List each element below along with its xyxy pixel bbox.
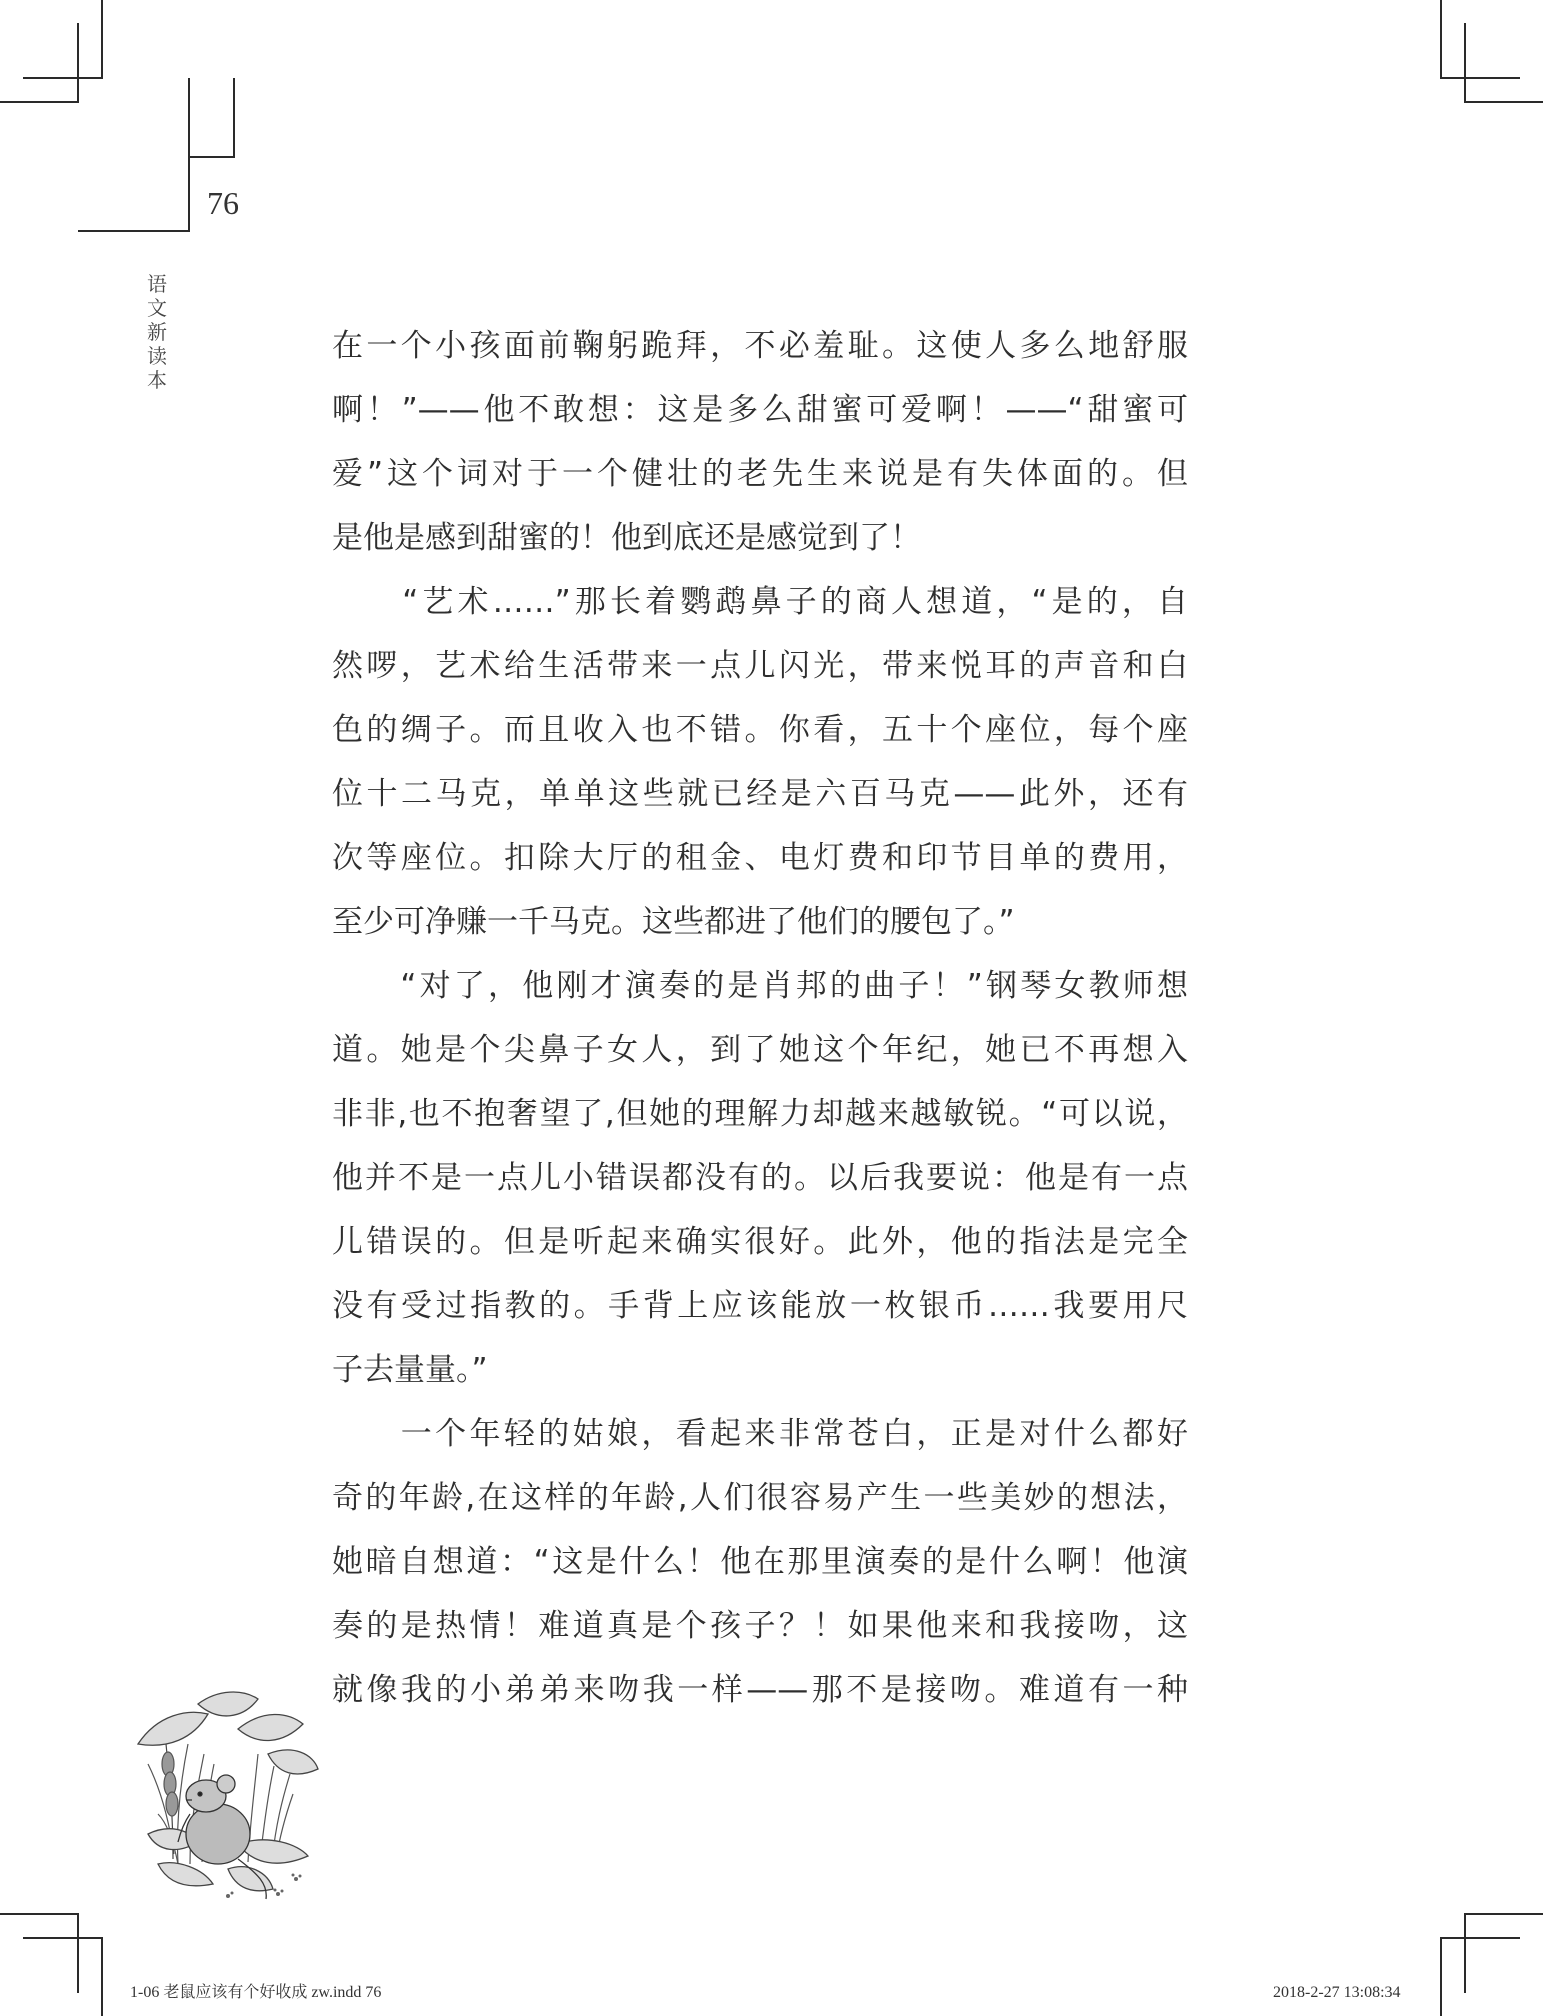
text-line: 一个年轻的姑娘，看起来非常苍白，正是对什么都好 [332,1416,1188,1452]
text-line: 她暗自想道：“这是什么！他在那里演奏的是什么啊！他演 [332,1544,1188,1580]
frame-line [188,78,190,232]
crop-line [1440,0,1442,79]
crop-line [1464,101,1543,103]
crop-line [1440,77,1520,79]
footer-timestamp: 2018-2-27 13:08:34 [1273,1984,1401,2001]
crop-line [1464,1913,1543,1915]
text-line: 在一个小孩面前鞠躬跪拜，不必羞耻。这使人多么地舒服 [332,328,1188,364]
crop-line [77,23,79,103]
text-line: 非非,也不抱奢望了,但她的理解力却越来越敏锐。“可以说， [332,1096,1188,1132]
text-line: 色的绸子。而且收入也不错。你看，五十个座位，每个座 [332,712,1188,748]
running-head: 语文新读本 [147,272,167,392]
crop-line [1440,1937,1520,1939]
text-line: 儿错误的。但是听起来确实很好。此外，他的指法是完全 [332,1224,1188,1260]
text-line: 位十二马克，单单这些就已经是六百马克——此外，还有 [332,776,1188,812]
text-line: 奏的是热情！难道真是个孩子？！如果他来和我接吻，这 [332,1608,1188,1644]
frame-line [78,230,190,232]
frame-line [188,156,235,158]
text-line: 子去量量。” [332,1352,488,1388]
text-line: “对了，他刚才演奏的是肖邦的曲子！”钢琴女教师想 [332,968,1188,1004]
text-line: 至少可净赚一千马克。这些都进了他们的腰包了。” [332,904,1015,940]
text-line: 没有受过指教的。手背上应该能放一枚银币……我要用尺 [332,1288,1188,1324]
text-line: 就像我的小弟弟来吻我一样——那不是接吻。难道有一种 [332,1672,1188,1708]
crop-line [23,77,103,79]
crop-line [101,1937,103,2016]
footer-file-info: 1-06 老鼠应该有个好收成 zw.indd 76 [130,1984,382,2001]
illustration-mouse-icon [118,1684,333,1904]
frame-line [233,78,235,158]
text-line: 然啰，艺术给生活带来一点儿闪光，带来悦耳的声音和白 [332,648,1188,684]
text-line: 爱”这个词对于一个健壮的老先生来说是有失体面的。但 [332,456,1188,492]
crop-line [0,1913,79,1915]
text-line: 啊！”——他不敢想：这是多么甜蜜可爱啊！——“甜蜜可 [332,392,1188,428]
crop-line [77,1913,79,1993]
crop-line [101,0,103,79]
text-line: 他并不是一点儿小错误都没有的。以后我要说：他是有一点 [332,1160,1188,1196]
crop-line [0,101,79,103]
crop-line [1464,1913,1466,1993]
crop-line [1440,1937,1442,2016]
text-line: “艺术……”那长着鹦鹉鼻子的商人想道，“是的，自 [332,584,1188,620]
crop-line [23,1937,103,1939]
text-line: 是他是感到甜蜜的！他到底还是感觉到了！ [332,520,921,556]
body-text [332,314,1188,1722]
text-line: 奇的年龄,在这样的年龄,人们很容易产生一些美妙的想法， [332,1480,1188,1516]
page-number: 76 [207,185,239,221]
text-line: 道。她是个尖鼻子女人，到了她这个年纪，她已不再想入 [332,1032,1188,1068]
text-line: 次等座位。扣除大厅的租金、电灯费和印节目单的费用， [332,840,1188,876]
crop-line [1464,23,1466,103]
